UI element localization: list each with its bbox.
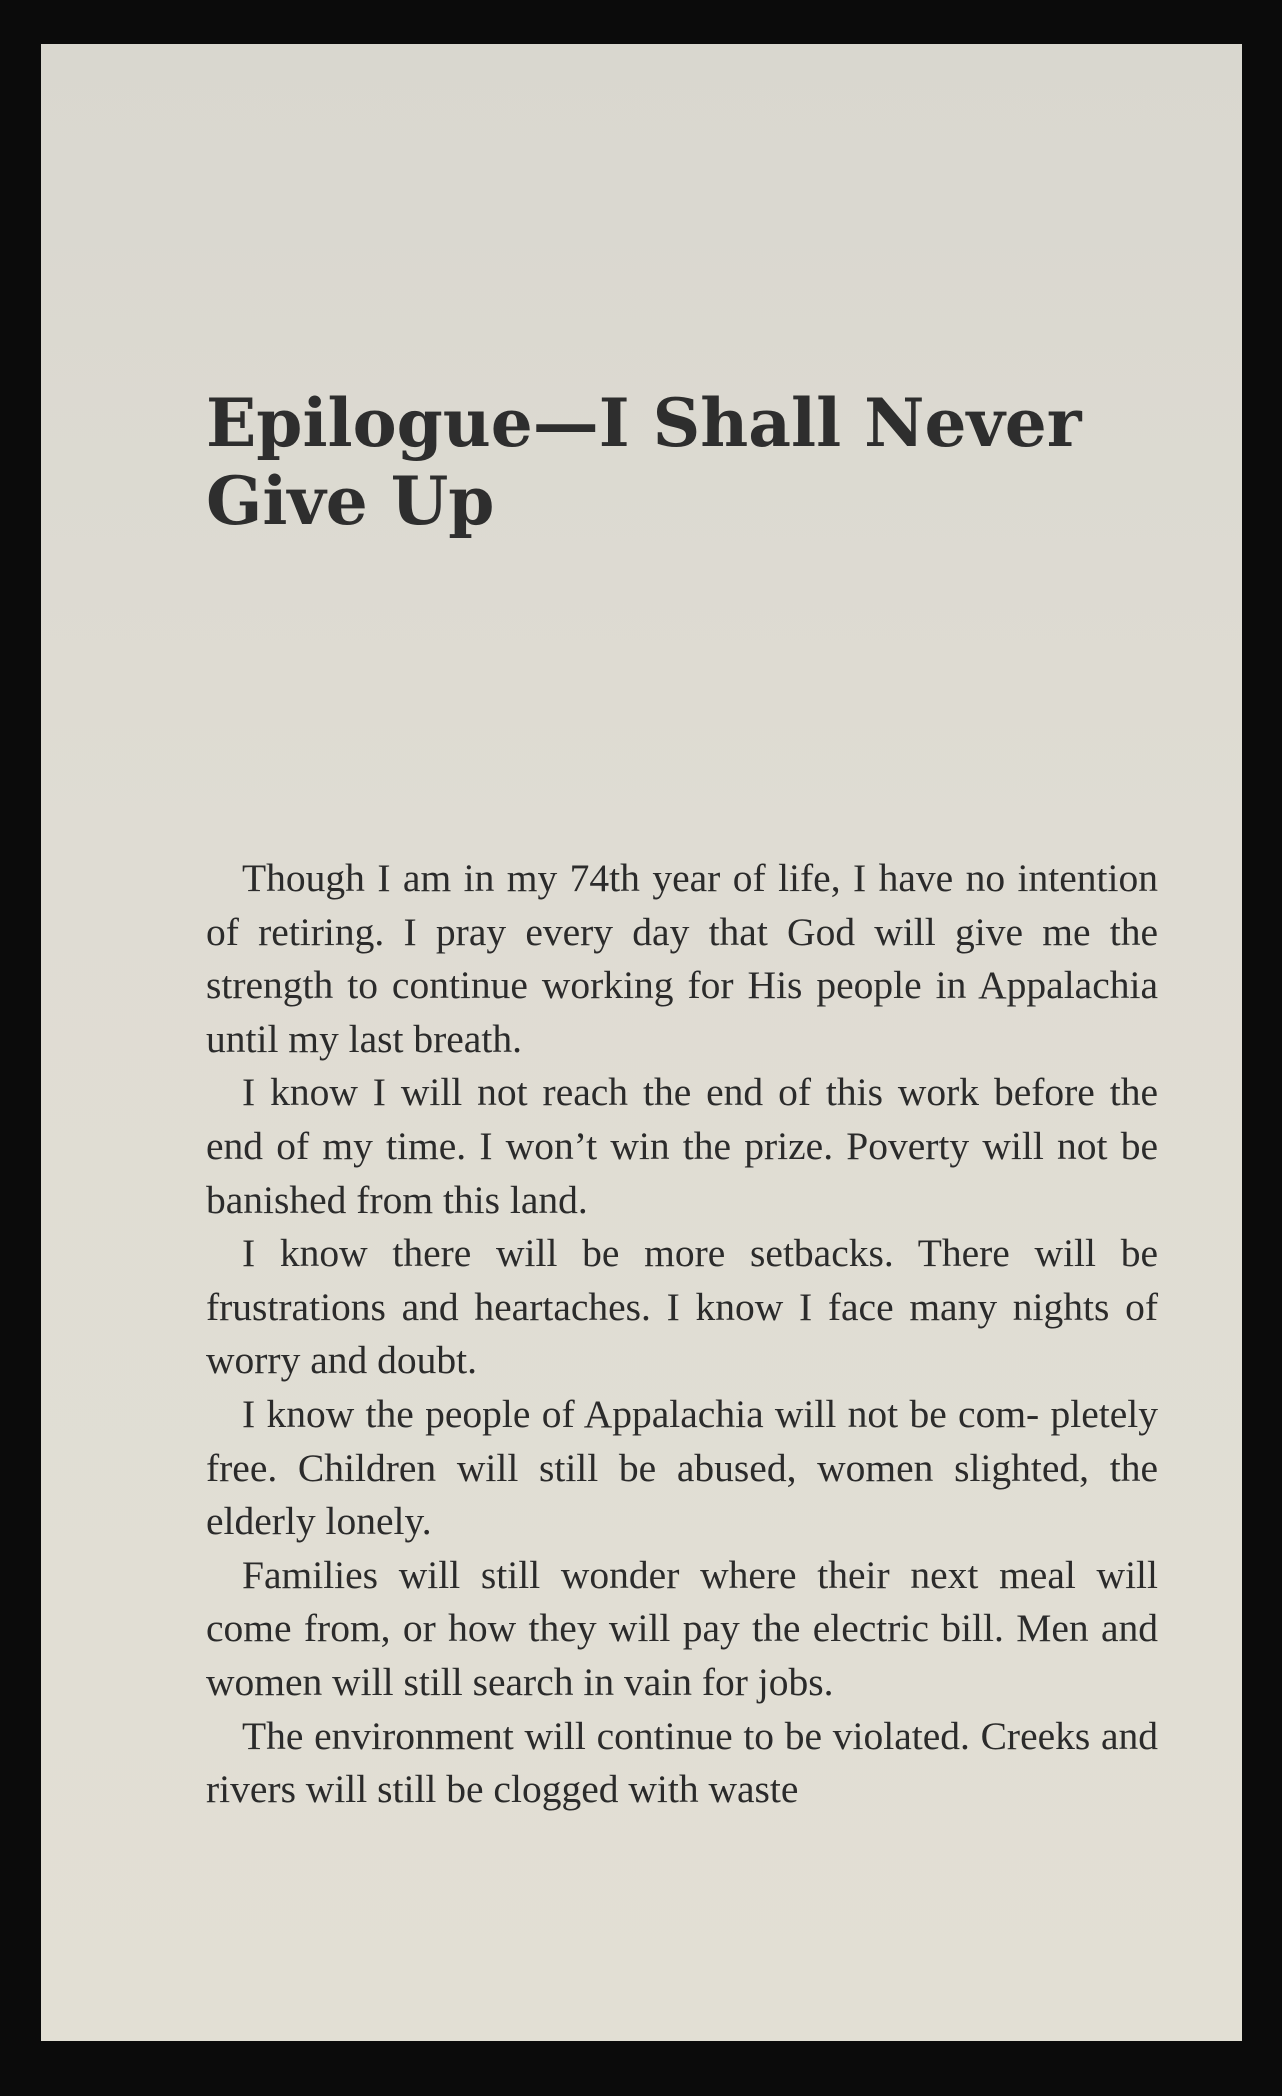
- paragraph-6: The environment will continue to be violated. Creeks and rivers will still be clogged with waste: [206, 1713, 1158, 1812]
- paragraph-3: I know there will be more setbacks. There will be frustrations and heartaches. I know I face many nights of worry and doubt.: [206, 1231, 1158, 1383]
- body-text: [206, 852, 1158, 1817]
- book-page: [41, 44, 1242, 2041]
- paragraph-4: I know the people of Appalachia will not be com- pletely free. Children will still be abused, women slighted, the elderly lonely.: [206, 1391, 1158, 1544]
- chapter-title: [206, 384, 1206, 540]
- chapter-title-line-1: Epilogue—I Shall Never: [206, 384, 1082, 462]
- paragraph-1: Though I am in my 74th year of life, I have no intention of retiring. I pray every day that God will give me the strength to continue working for His people in Appalachia until my last breath.: [206, 856, 1158, 1061]
- paragraph-2: I know I will not reach the end of this work before the end of my time. I won’t win the prize. Poverty will not be banished from this land.: [206, 1070, 1158, 1222]
- paragraph-5: Families will still wonder where their next meal will come from, or how they will pay the electric bill. Men and women will still search in vain for jobs.: [206, 1552, 1158, 1704]
- chapter-title-line-2: Give Up: [206, 462, 495, 540]
